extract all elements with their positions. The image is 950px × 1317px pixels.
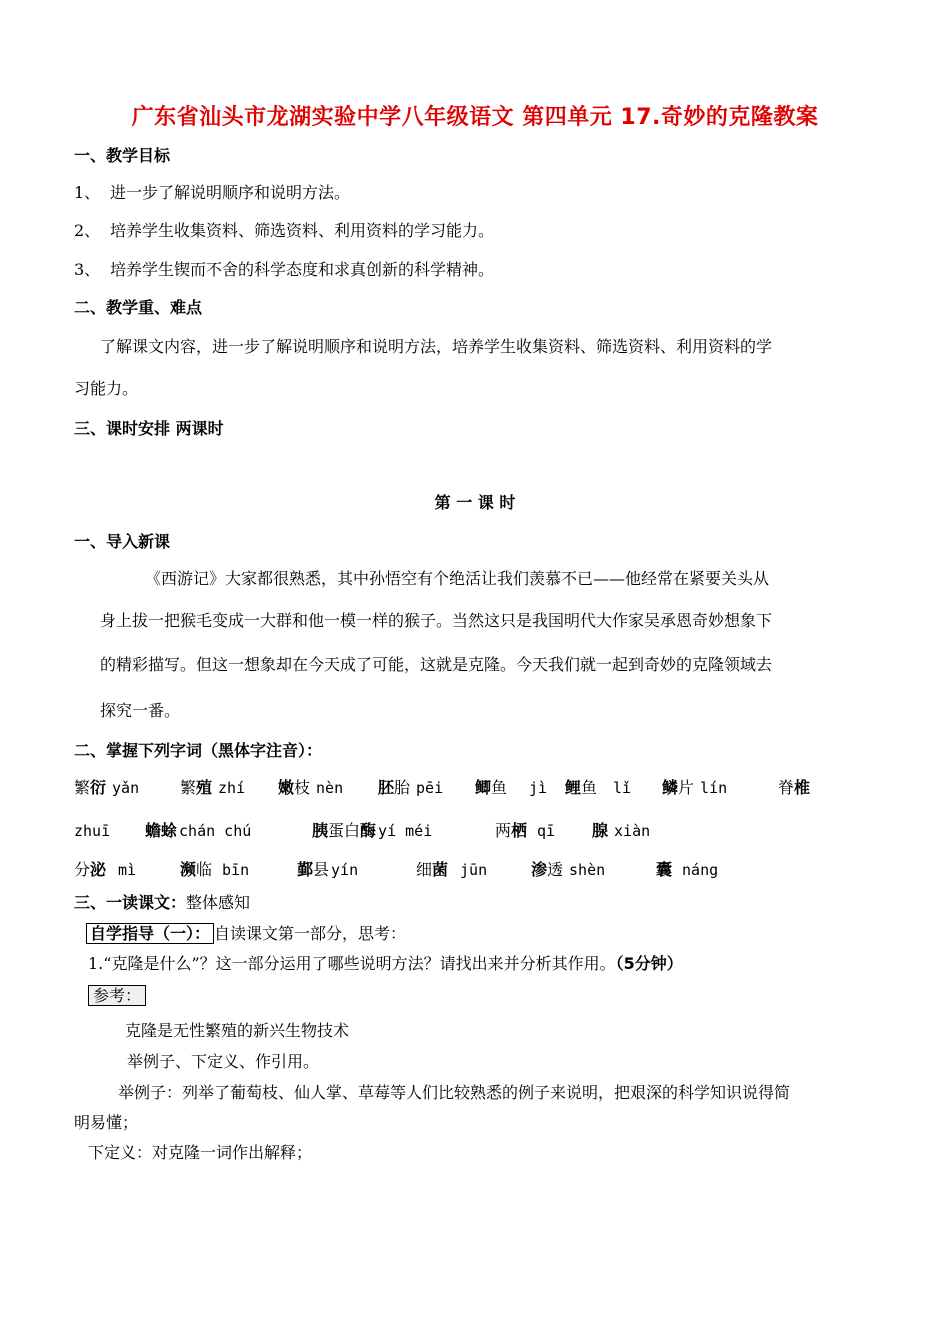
vocab-item	[475, 777, 547, 799]
vocab-char: 枝	[294, 778, 311, 797]
goal-text: 进一步了解说明顺序和说明方法。	[110, 183, 351, 202]
goal-text: 培养学生锲而不舍的科学态度和求真创新的科学精神。	[110, 260, 495, 279]
question-time: （5分钟）	[615, 954, 683, 973]
vocab-pinyin: nèn	[316, 779, 344, 797]
vocab-item	[312, 820, 432, 842]
vocab-char: 两	[495, 821, 512, 840]
vocab-pinyin: lǐ	[613, 779, 632, 797]
vocab-char: 片	[678, 778, 695, 797]
vocab-bold-char: 酶	[360, 821, 377, 840]
vocab-bold-char: 菌	[432, 860, 449, 879]
goal-number: 3、	[74, 260, 101, 279]
vocab-pinyin: jì	[529, 779, 548, 797]
vocab-item	[592, 820, 650, 842]
focus-paragraph-line: 习能力。	[74, 379, 139, 398]
vocab-pinyin: zhuī	[74, 822, 111, 840]
vocab-char: 胎	[394, 778, 411, 797]
document-title: 广东省汕头市龙湖实验中学八年级语文 第四单元 17.奇妙的克隆教案	[131, 105, 819, 130]
vocab-item	[378, 777, 443, 799]
vocab-bold-char: 胰	[312, 821, 329, 840]
vocab-char: 蛋白	[328, 821, 361, 840]
vocab-bold-char: 濒	[180, 860, 197, 879]
vocab-pinyin: bīn	[222, 861, 250, 879]
read-heading-rest: 整体感知	[186, 893, 251, 912]
focus-paragraph-line: 了解课文内容，进一步了解说明顺序和说明方法，培养学生收集资料、筛选资料、利用资料的学	[100, 337, 773, 356]
vocab-bold-char: 泌	[90, 860, 107, 879]
goal-text: 培养学生收集资料、筛选资料、利用资料的学习能力。	[110, 221, 495, 240]
goal-item	[74, 220, 494, 242]
vocab-item	[565, 777, 631, 799]
vocab-pinyin: lín	[700, 779, 728, 797]
section-heading-schedule: 三、课时安排 两课时	[74, 419, 224, 438]
goal-number: 2、	[74, 221, 101, 240]
goal-item	[74, 259, 494, 281]
reference-label-line	[88, 985, 146, 1007]
answer-line: 举例子：列举了葡萄枝、仙人掌、草莓等人们比较熟悉的例子来说明，把艰深的科学知识说得简	[118, 1083, 791, 1102]
vocab-bold-char: 渗	[531, 860, 548, 879]
vocab-item	[495, 820, 555, 842]
vocab-char: 分	[74, 860, 91, 879]
intro-line: 探究一番。	[100, 701, 181, 720]
vocab-char: 繁	[74, 778, 91, 797]
vocab-item	[778, 777, 810, 799]
answer-line: 明易懂；	[74, 1113, 139, 1132]
vocab-item	[531, 859, 605, 881]
goal-item	[74, 182, 350, 204]
section-heading-focus: 二、教学重、难点	[74, 298, 203, 317]
vocab-pinyin: zhí	[218, 779, 246, 797]
lesson-title: 第 一 课 时	[434, 493, 516, 512]
vocab-item	[145, 820, 251, 842]
vocab-item	[297, 859, 358, 881]
answer-line: 举例子、下定义、作引用。	[127, 1052, 320, 1071]
vocab-pinyin: pēi	[416, 779, 444, 797]
section-heading-goals: 一、教学目标	[74, 146, 171, 165]
vocab-bold-char: 胚	[378, 778, 395, 797]
vocab-item	[180, 859, 249, 881]
answer-line: 克隆是无性繁殖的新兴生物技术	[125, 1021, 350, 1040]
vocab-pinyin: shèn	[569, 861, 606, 879]
guide-label: 自学指导（一）：	[86, 923, 214, 944]
section-heading-read	[74, 892, 250, 914]
vocab-pinyin: yín	[331, 861, 359, 879]
vocab-pinyin: yǎn	[112, 779, 140, 797]
intro-line: 身上拔一把猴毛变成一大群和他一模一样的猴子。当然这只是我国明代大作家吴承恩奇妙想象下	[100, 611, 773, 630]
vocab-char: 鱼	[491, 778, 508, 797]
vocab-bold-char: 腺	[592, 821, 609, 840]
vocab-bold-char: 嫩	[278, 778, 295, 797]
vocab-bold-char: 鄞	[297, 860, 314, 879]
vocab-bold-char: 囊	[656, 860, 673, 879]
intro-line: 《西游记》大家都很熟悉，其中孙悟空有个绝活让我们羡慕不已——他经常在紧要关头从	[145, 569, 770, 588]
vocab-char: 繁	[180, 778, 197, 797]
vocab-pinyin: mì	[118, 861, 137, 879]
vocab-item	[416, 859, 487, 881]
guide-line	[86, 923, 406, 945]
vocab-pinyin: qī	[537, 822, 556, 840]
vocab-item	[278, 777, 343, 799]
vocab-char: 脊	[778, 778, 795, 797]
vocab-char: 鱼	[581, 778, 598, 797]
reference-label: 参考：	[88, 985, 146, 1006]
vocab-pinyin: yí méi	[378, 822, 433, 840]
section-heading-vocab: 二、掌握下列字词（黑体字注音）：	[74, 741, 323, 760]
vocab-bold-char: 鲫	[475, 778, 492, 797]
vocab-item	[662, 777, 727, 799]
question-line	[88, 953, 683, 975]
vocab-bold-char: 鲤	[565, 778, 582, 797]
vocab-char: 县	[313, 860, 330, 879]
vocab-pinyin: chán chú	[179, 822, 252, 840]
vocab-item	[656, 859, 718, 881]
vocab-pinyin: jūn	[460, 861, 488, 879]
vocab-bold-char: 蟾蜍	[145, 821, 178, 840]
vocab-item	[180, 777, 245, 799]
vocab-char: 细	[416, 860, 433, 879]
vocab-bold-char: 殖	[196, 778, 213, 797]
intro-line: 的精彩描写。但这一想象却在今天成了可能，这就是克隆。今天我们就一起到奇妙的克隆领域去	[100, 655, 773, 674]
vocab-bold-char: 衍	[90, 778, 107, 797]
vocab-pinyin: náng	[682, 861, 719, 879]
vocab-item	[74, 859, 136, 881]
vocab-bold-char: 椎	[794, 778, 811, 797]
vocab-item	[74, 820, 110, 842]
vocab-bold-char: 鳞	[662, 778, 679, 797]
read-heading-bold: 三、一读课文：	[74, 893, 187, 912]
section-heading-intro: 一、导入新课	[74, 532, 171, 551]
vocab-char: 临	[196, 860, 213, 879]
answer-line: 下定义：对克隆一词作出解释；	[88, 1143, 313, 1162]
guide-text: 自读课文第一部分，思考：	[214, 924, 407, 943]
vocab-char: 透	[547, 860, 564, 879]
question-text: 1.“克隆是什么”？这一部分运用了哪些说明方法？请找出来并分析其作用。	[88, 954, 616, 973]
goal-number: 1、	[74, 183, 101, 202]
vocab-pinyin: xiàn	[614, 822, 651, 840]
vocab-bold-char: 栖	[511, 821, 528, 840]
vocab-item	[74, 777, 139, 799]
